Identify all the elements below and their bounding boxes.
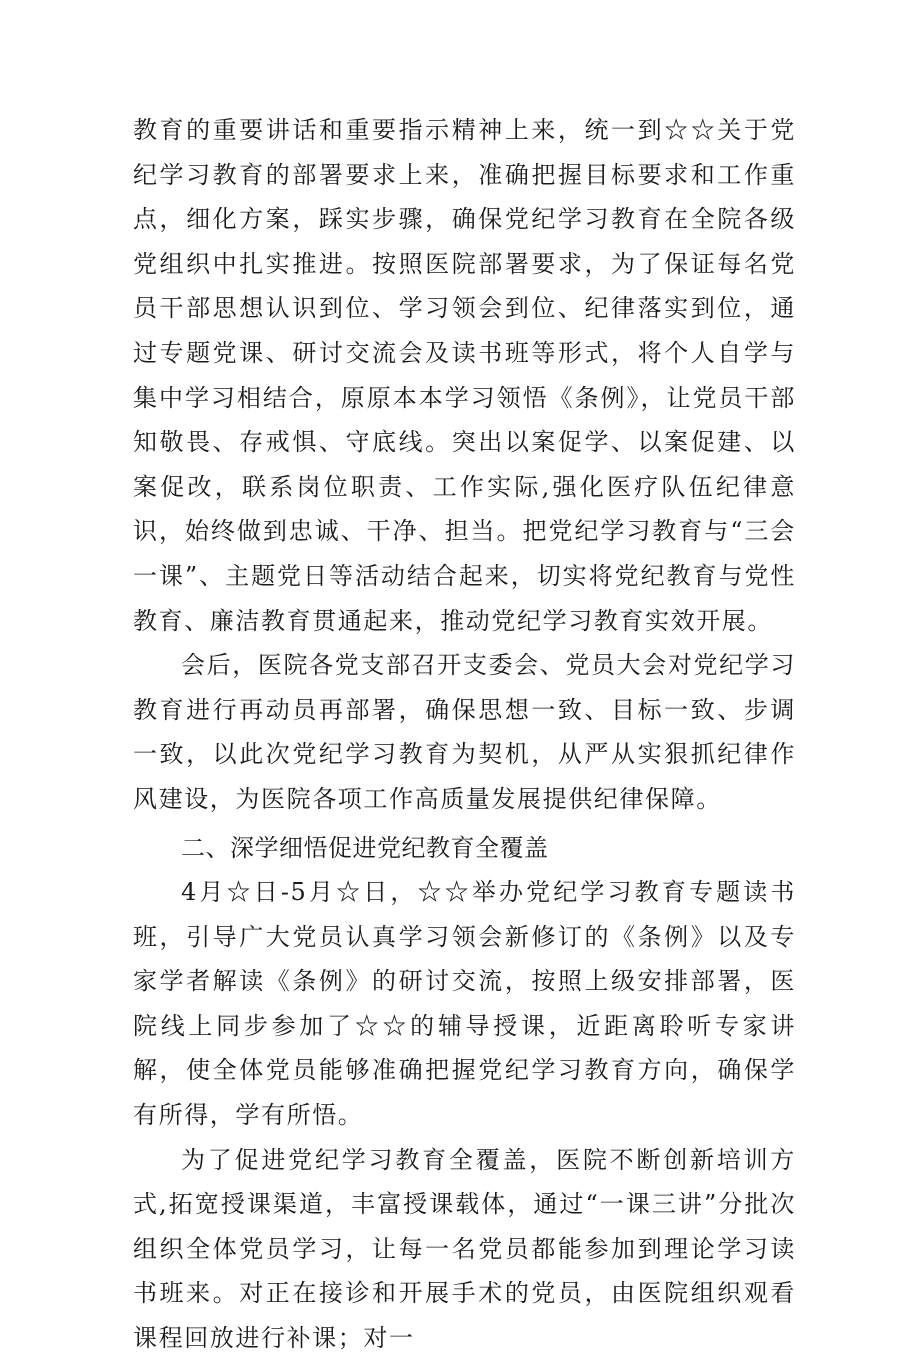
body-paragraph-2: 会后，医院各党支部召开支委会、党员大会对党纪学习教育进行再动员再部署，确保思想一致、目标一致、步调一致，以此次党纪学习教育为契机，从严从实狠抓纪律作风建设，为医院各项工作高质量发展提供纪律保障。: [133, 651, 796, 813]
section-heading: 二、深学细悟促进党纪教育全覆盖: [181, 833, 549, 862]
body-paragraph-1: 教育的重要讲话和重要指示精神上来，统一到☆☆关于党纪学习教育的部署要求上来，准确把握目标要求和工作重点，细化方案，踩实步骤，确保党纪学习教育在全院各级党组织中扎实推进。按照医院部署要求，为了保证每名党员干部思想认识到位、学习领会到位、纪律落实到位，通过专题党课、研讨交流会及读书班等形式，将个人自学与集中学习相结合，原原本本学习领悟《条例》，让党员干部知敬畏、存戒惧、守底线。突出以案促学、以案促建、以案促改，联系岗位职责、工作实际,强化医疗队伍纪律意识，始终做到忠诚、干净、担当。把党纪学习教育与“三会一课”、主题党日等活动结合起来，切实将党纪教育与党性教育、廉洁教育贯通起来，推动党纪学习教育实效开展。: [133, 116, 796, 635]
document-page: [133, 108, 796, 1361]
body-paragraph-3: 4月☆日-5月☆日，☆☆举办党纪学习教育专题读书班，引导广大党员认真学习领会新修订的《条例》以及专家学者解读《条例》的研讨交流，按照上级安排部署，医院线上同步参加了☆☆的辅导授课，近距离聆听专家讲解，使全体党员能够准确把握党纪学习教育方向，确保学有所得，学有所悟。: [133, 878, 796, 1130]
body-paragraph-4: 为了促进党纪学习教育全覆盖，医院不断创新培训方式,拓宽授课渠道，丰富授课载体，通过“一课三讲”分批次组织全体党员学习，让每一名党员都能参加到理论学习读书班来。对正在接诊和开展手术的党员，由医院组织观看课程回放进行补课；对一: [133, 1145, 796, 1353]
